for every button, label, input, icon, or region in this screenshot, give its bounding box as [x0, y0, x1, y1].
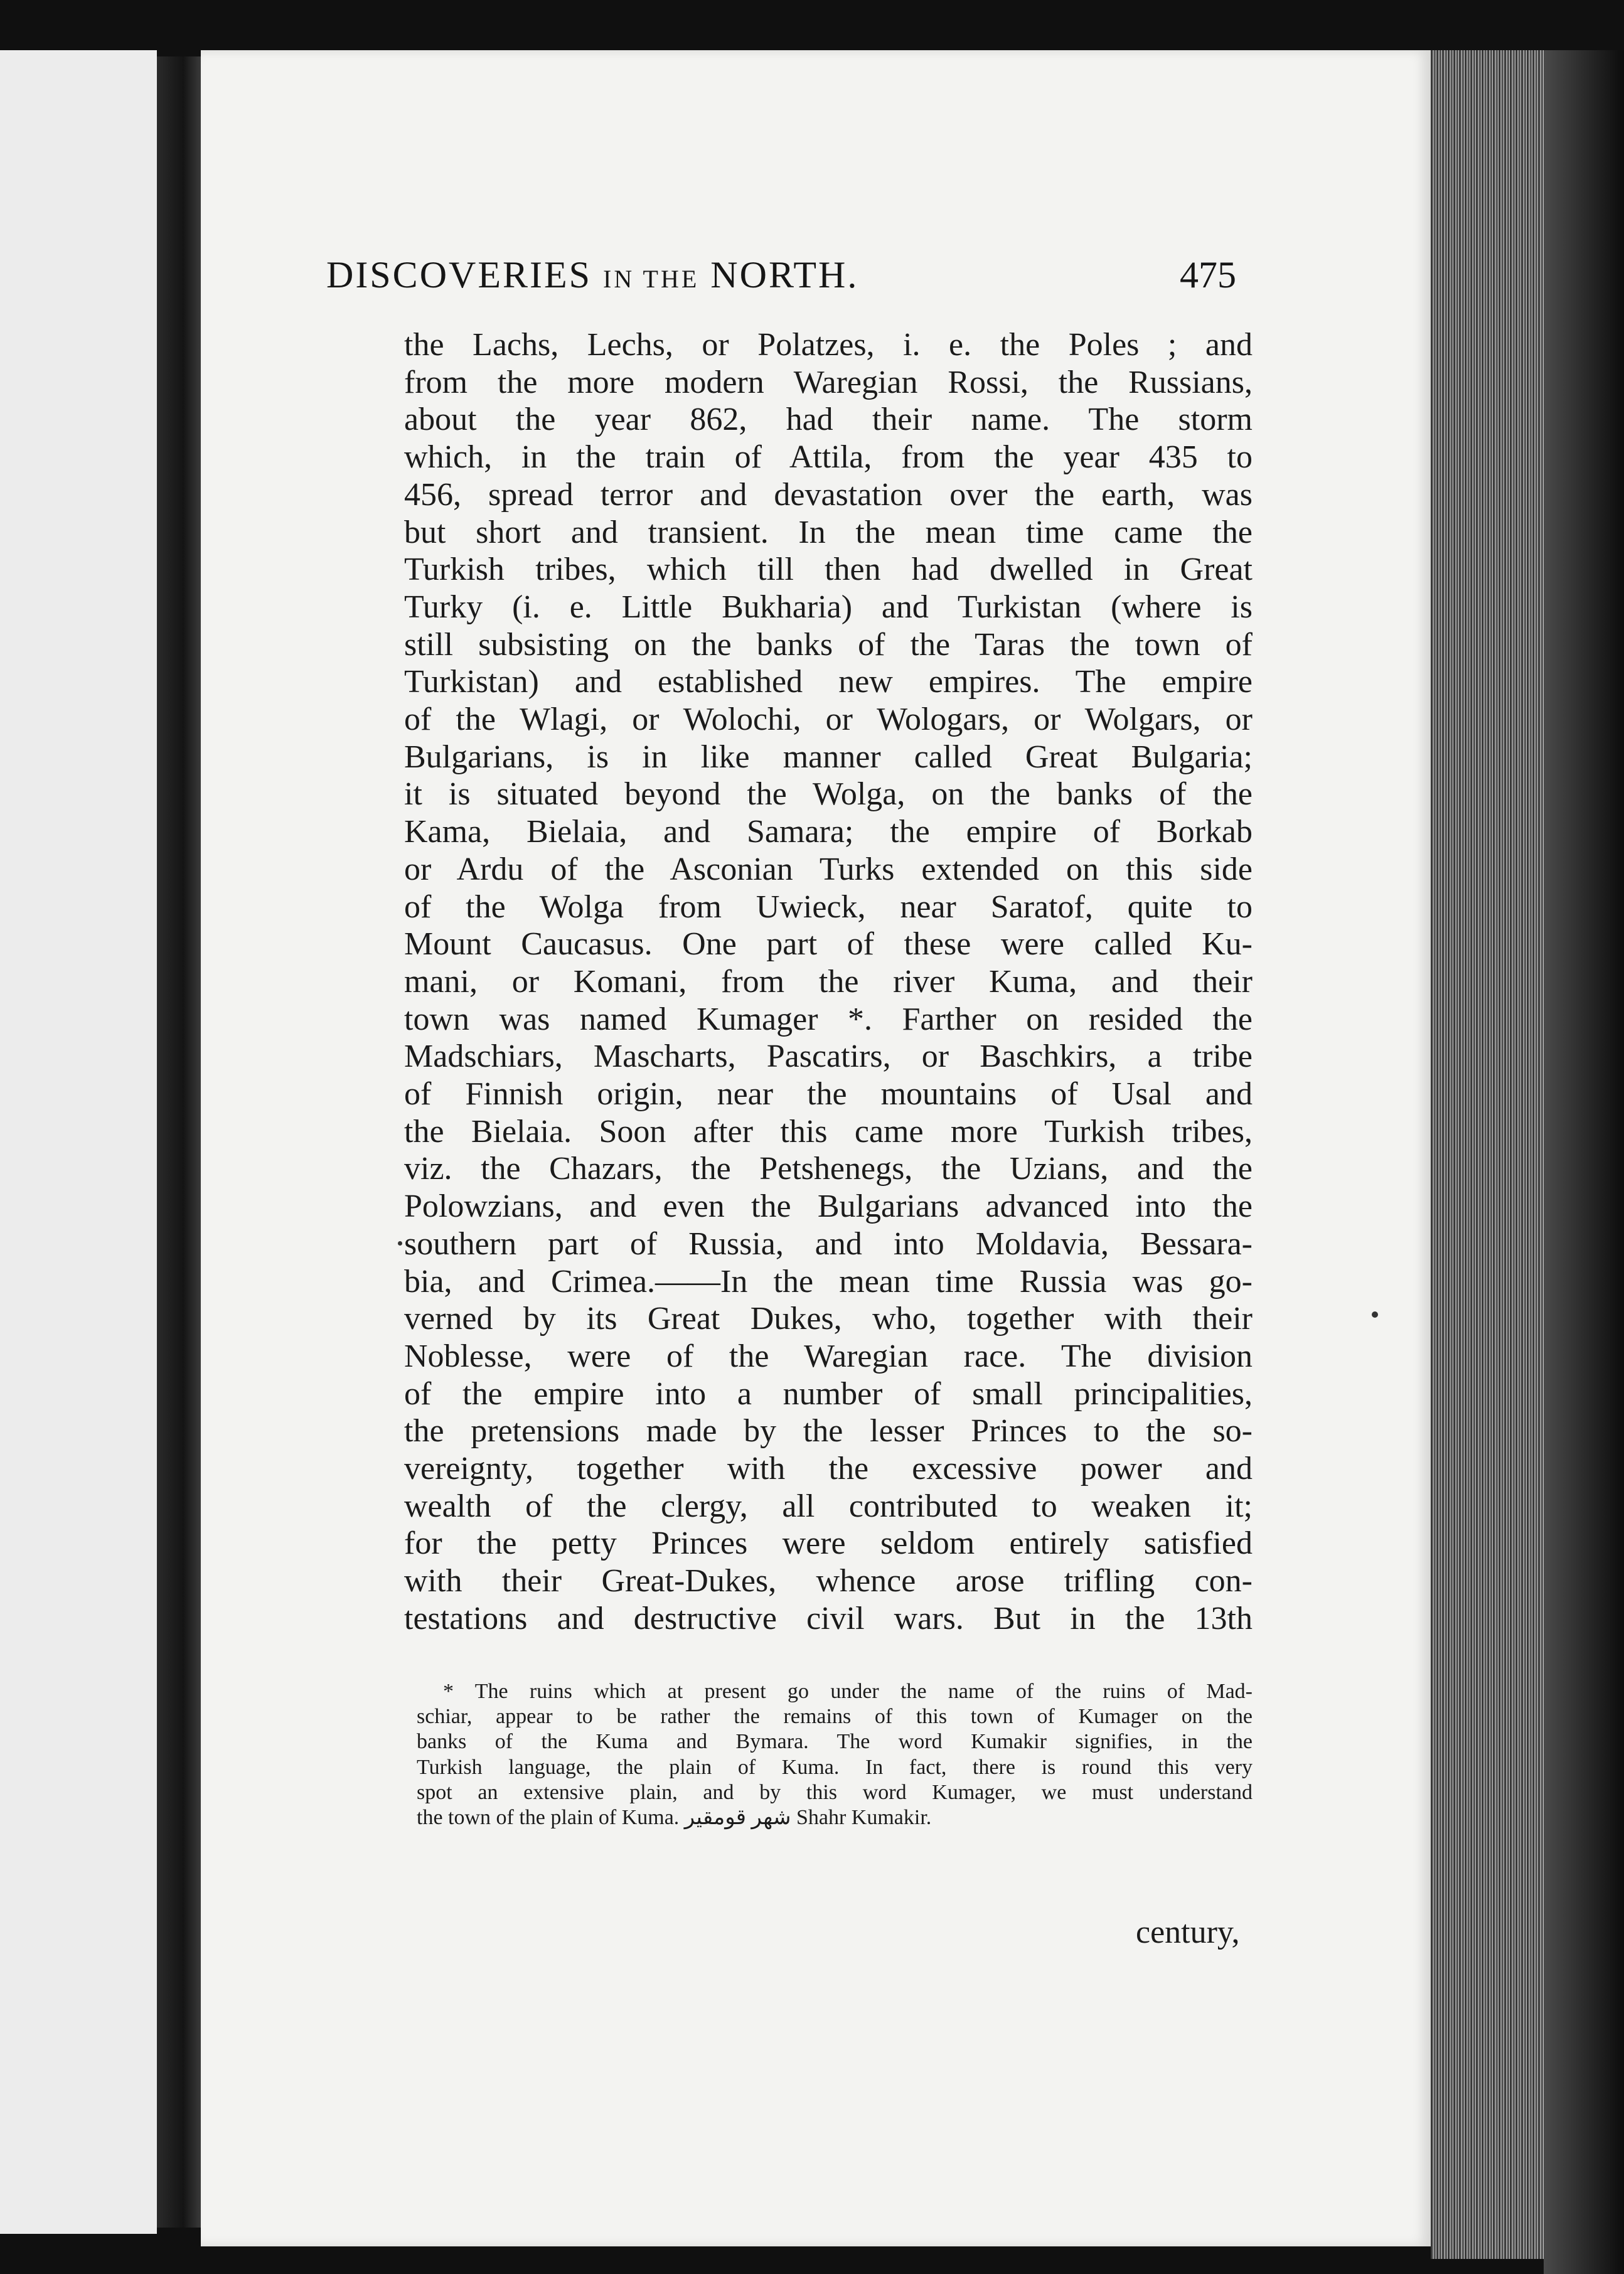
page-number: 475 [1180, 254, 1236, 296]
body-line: mani, or Komani, from the river Kuma, and their [404, 963, 1253, 1000]
facing-page [0, 50, 157, 2234]
body-line: southern part of Russia, and into Moldavia, Bessara- [404, 1225, 1253, 1262]
body-line: testations and destructive civil wars. But in the 13th [404, 1600, 1253, 1636]
body-line: of Finnish origin, near the mountains of Usal and [404, 1076, 1253, 1112]
body-line: of the empire into a number of small principalities, [404, 1375, 1253, 1412]
body-line: town was named Kumager *. Farther on resided the [404, 1001, 1253, 1037]
body-line: it is situated beyond the Wolga, on the banks of the [404, 776, 1253, 813]
body-line: which, in the train of Attila, from the year 435 to [404, 439, 1253, 476]
running-head [326, 254, 1255, 297]
body-line: bia, and Crimea.——In the mean time Russia was go- [404, 1263, 1253, 1300]
body-line: the pretensions made by the lesser Princes to the so- [404, 1413, 1253, 1449]
body-line: the Bielaia. Soon after this came more Turkish tribes, [404, 1113, 1253, 1150]
running-head-connector: IN THE [603, 265, 700, 293]
ink-speck [1372, 1311, 1378, 1318]
body-line: Turkistan) and established new empires. The empire [404, 664, 1253, 700]
body-line: verned by its Great Dukes, who, together with their [404, 1301, 1253, 1337]
body-line: Polowzians, and even the Bulgarians advanced into the [404, 1188, 1253, 1225]
body-line: but short and transient. In the mean time came the [404, 514, 1253, 550]
body-line: Kama, Bielaia, and Samara; the empire of Borkab [404, 814, 1253, 850]
body-line: Turkish tribes, which till then had dwelled in Great [404, 552, 1253, 588]
body-line: from the more modern Waregian Rossi, the Russians, [404, 364, 1253, 400]
footnote-line: spot an extensive plain, and by this word Kumager, we must understand [417, 1780, 1253, 1804]
running-head-north: NORTH. [710, 254, 859, 296]
body-line: for the petty Princes were seldom entirely satisfied [404, 1525, 1253, 1562]
cover-edge [1544, 50, 1624, 2274]
body-line: Bulgarians, is in like manner called Great Bulgaria; [404, 739, 1253, 775]
running-head-title: DISCOVERIES [326, 254, 592, 296]
body-line: of the Wolga from Uwieck, near Saratof, quite to [404, 889, 1253, 925]
footnote-line: schiar, appear to be rather the remains of this town of Kumager on the [417, 1705, 1253, 1729]
body-line: wealth of the clergy, all contributed to weaken it; [404, 1488, 1253, 1524]
body-line: Madschiars, Mascharts, Pascatirs, or Baschkirs, a tribe [404, 1038, 1253, 1075]
body-line: Mount Caucasus. One part of these were called Ku- [404, 926, 1253, 963]
body-line: the Lachs, Lechs, or Polatzes, i. e. the Poles ; and [404, 327, 1253, 363]
body-line: about the year 862, had their name. The storm [404, 402, 1253, 438]
body-line: Turky (i. e. Little Bukharia) and Turkistan (where is [404, 589, 1253, 625]
body-line: viz. the Chazars, the Petshenegs, the Uzians, and the [404, 1151, 1253, 1187]
page-edges [1431, 50, 1544, 2259]
body-line: 456, spread terror and devastation over the earth, was [404, 476, 1253, 513]
body-line: of the Wlagi, or Wolochi, or Wologars, or Wolgars, or [404, 702, 1253, 737]
footnote-line: * The ruins which at present go under the name of the ruins of Mad- [443, 1680, 1253, 1703]
body-line: vereignty, together with the excessive power and [404, 1451, 1253, 1487]
footnote-line: Turkish language, the plain of Kuma. In fact, there is round this very [417, 1755, 1253, 1779]
footnote-line: the town of the plain of Kuma. شهر قومقير Shahr Kumakir. [417, 1806, 932, 1829]
book-gutter [157, 56, 201, 2228]
body-line: or Ardu of the Asconian Turks extended on this side [404, 851, 1253, 887]
ink-speck [398, 1241, 402, 1246]
body-line: Noblesse, were of the Waregian race. The division [404, 1338, 1253, 1374]
footnote-line: banks of the Kuma and Bymara. The word Kumakir signifies, in the [417, 1730, 1253, 1754]
catchword: century, [1136, 1914, 1240, 1950]
body-line: still subsisting on the banks of the Taras the town of [404, 626, 1253, 663]
body-line: with their Great-Dukes, whence arose trifling con- [404, 1563, 1253, 1599]
